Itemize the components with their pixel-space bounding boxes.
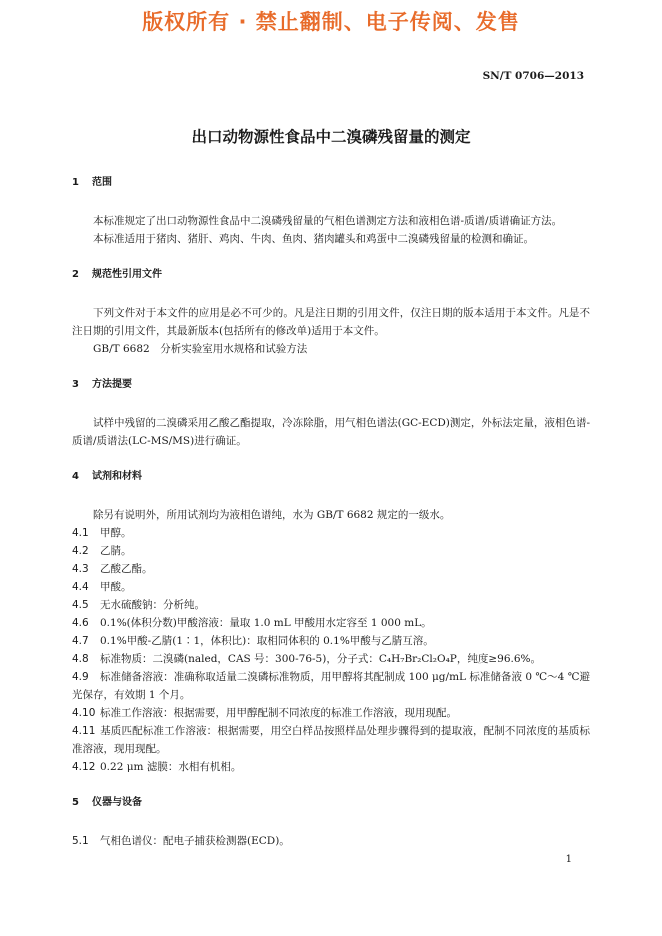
list-item	[72, 758, 590, 776]
section-heading	[72, 176, 590, 190]
list-item	[72, 832, 590, 850]
list-item	[72, 578, 590, 596]
list-item	[72, 560, 590, 578]
section-number: 4	[72, 471, 79, 482]
item-text: 基质匹配标准工作溶液：根据需要，用空白样品按照样品处理步骤得到的提取液，配制不同浓度的基质标准溶液，现用现配。	[72, 725, 590, 755]
section-title: 仪器与设备	[92, 797, 142, 808]
list-item	[72, 524, 590, 542]
item-text: 0.1%(体积分数)甲酸溶液：量取 1.0 mL 甲酸用水定容至 1 000 mL。	[100, 617, 432, 629]
item-text: 0.22 μm 滤膜：水相有机相。	[100, 761, 242, 773]
item-number: 4.7	[72, 635, 89, 647]
item-text: 标准物质：二溴磷(naled，CAS 号：300-76-5)，分子式：C₄H₇Br₂Cl₂O₄P，纯度≥96.6%。	[100, 653, 542, 665]
item-text: 甲酸。	[100, 581, 132, 593]
paragraph: 本标准适用于猪肉、猪肝、鸡肉、牛肉、鱼肉、猪肉罐头和鸡蛋中二溴磷残留量的检测和确证。	[93, 233, 534, 245]
section-number: 3	[72, 379, 79, 390]
section-number: 5	[72, 797, 79, 808]
list-item	[72, 704, 590, 722]
list-item	[72, 668, 590, 704]
list-item	[72, 614, 590, 632]
list-item	[72, 632, 590, 650]
section-number: 2	[72, 269, 79, 280]
item-number: 5.1	[72, 835, 89, 847]
list-item	[72, 596, 590, 614]
standard-code: SN/T 0706—2013	[482, 70, 584, 82]
list-item	[72, 542, 590, 560]
item-number: 4.2	[72, 545, 89, 557]
item-number: 4.1	[72, 527, 89, 539]
paragraph: 本标准规定了出口动物源性食品中二溴磷残留量的气相色谱测定方法和液相色谱-质谱/质谱确证方法。	[93, 215, 563, 227]
section-title: 方法提要	[92, 379, 132, 390]
item-number: 4.4	[72, 581, 89, 593]
item-number: 4.6	[72, 617, 89, 629]
item-number: 4.11	[72, 725, 96, 737]
item-number: 4.10	[72, 707, 96, 719]
section-heading	[72, 268, 590, 282]
page-number: 1	[565, 854, 572, 865]
section-heading	[72, 470, 590, 484]
section-title: 试剂和材料	[92, 471, 142, 482]
normative-reference: GB/T 6682 分析实验室用水规格和试验方法	[93, 343, 308, 355]
section-heading	[72, 378, 590, 392]
item-text: 乙酸乙酯。	[100, 563, 153, 575]
document-body	[72, 176, 590, 850]
item-number: 4.9	[72, 671, 89, 683]
item-number: 4.5	[72, 599, 89, 611]
section-title: 规范性引用文件	[92, 269, 162, 280]
list-item	[72, 722, 590, 758]
item-text: 标准储备溶液：准确称取适量二溴磷标准物质，用甲醇将其配制成 100 μg/mL 标准储备液 0 ℃～4 ℃避光保存，有效期 1 个月。	[72, 671, 590, 701]
document-title: 出口动物源性食品中二溴磷残留量的测定	[191, 128, 471, 146]
section-heading	[72, 796, 590, 810]
item-number: 4.12	[72, 761, 96, 773]
item-text: 0.1%甲酸-乙腈(1∶1，体积比)：取相同体积的 0.1%甲酸与乙腈互溶。	[100, 635, 434, 647]
paragraph: 试样中残留的二溴磷采用乙酸乙酯提取，冷冻除脂，用气相色谱法(GC-ECD)测定，外标法定量，液相色谱-质谱/质谱法(LC-MS/MS)进行确证。	[72, 417, 590, 447]
item-number: 4.3	[72, 563, 89, 575]
section-number: 1	[72, 177, 79, 188]
paragraph: 除另有说明外，所用试剂均为液相色谱纯，水为 GB/T 6682 规定的一级水。	[93, 509, 451, 521]
watermark-banner: 版权所有 · 禁止翻制、电子传阅、发售	[142, 10, 520, 34]
item-number: 4.8	[72, 653, 89, 665]
item-text: 甲醇。	[100, 527, 132, 539]
item-text: 乙腈。	[100, 545, 132, 557]
paragraph: 下列文件对于本文件的应用是必不可少的。凡是注日期的引用文件，仅注日期的版本适用于本文件。凡是不注日期的引用文件，其最新版本(包括所有的修改单)适用于本文件。	[72, 307, 590, 337]
section-title: 范围	[92, 177, 112, 188]
list-item	[72, 650, 590, 668]
item-text: 气相色谱仪：配电子捕获检测器(ECD)。	[100, 835, 290, 847]
item-text: 标准工作溶液：根据需要，用甲醇配制不同浓度的标准工作溶液，现用现配。	[100, 707, 457, 719]
item-text: 无水硫酸钠：分析纯。	[100, 599, 205, 611]
